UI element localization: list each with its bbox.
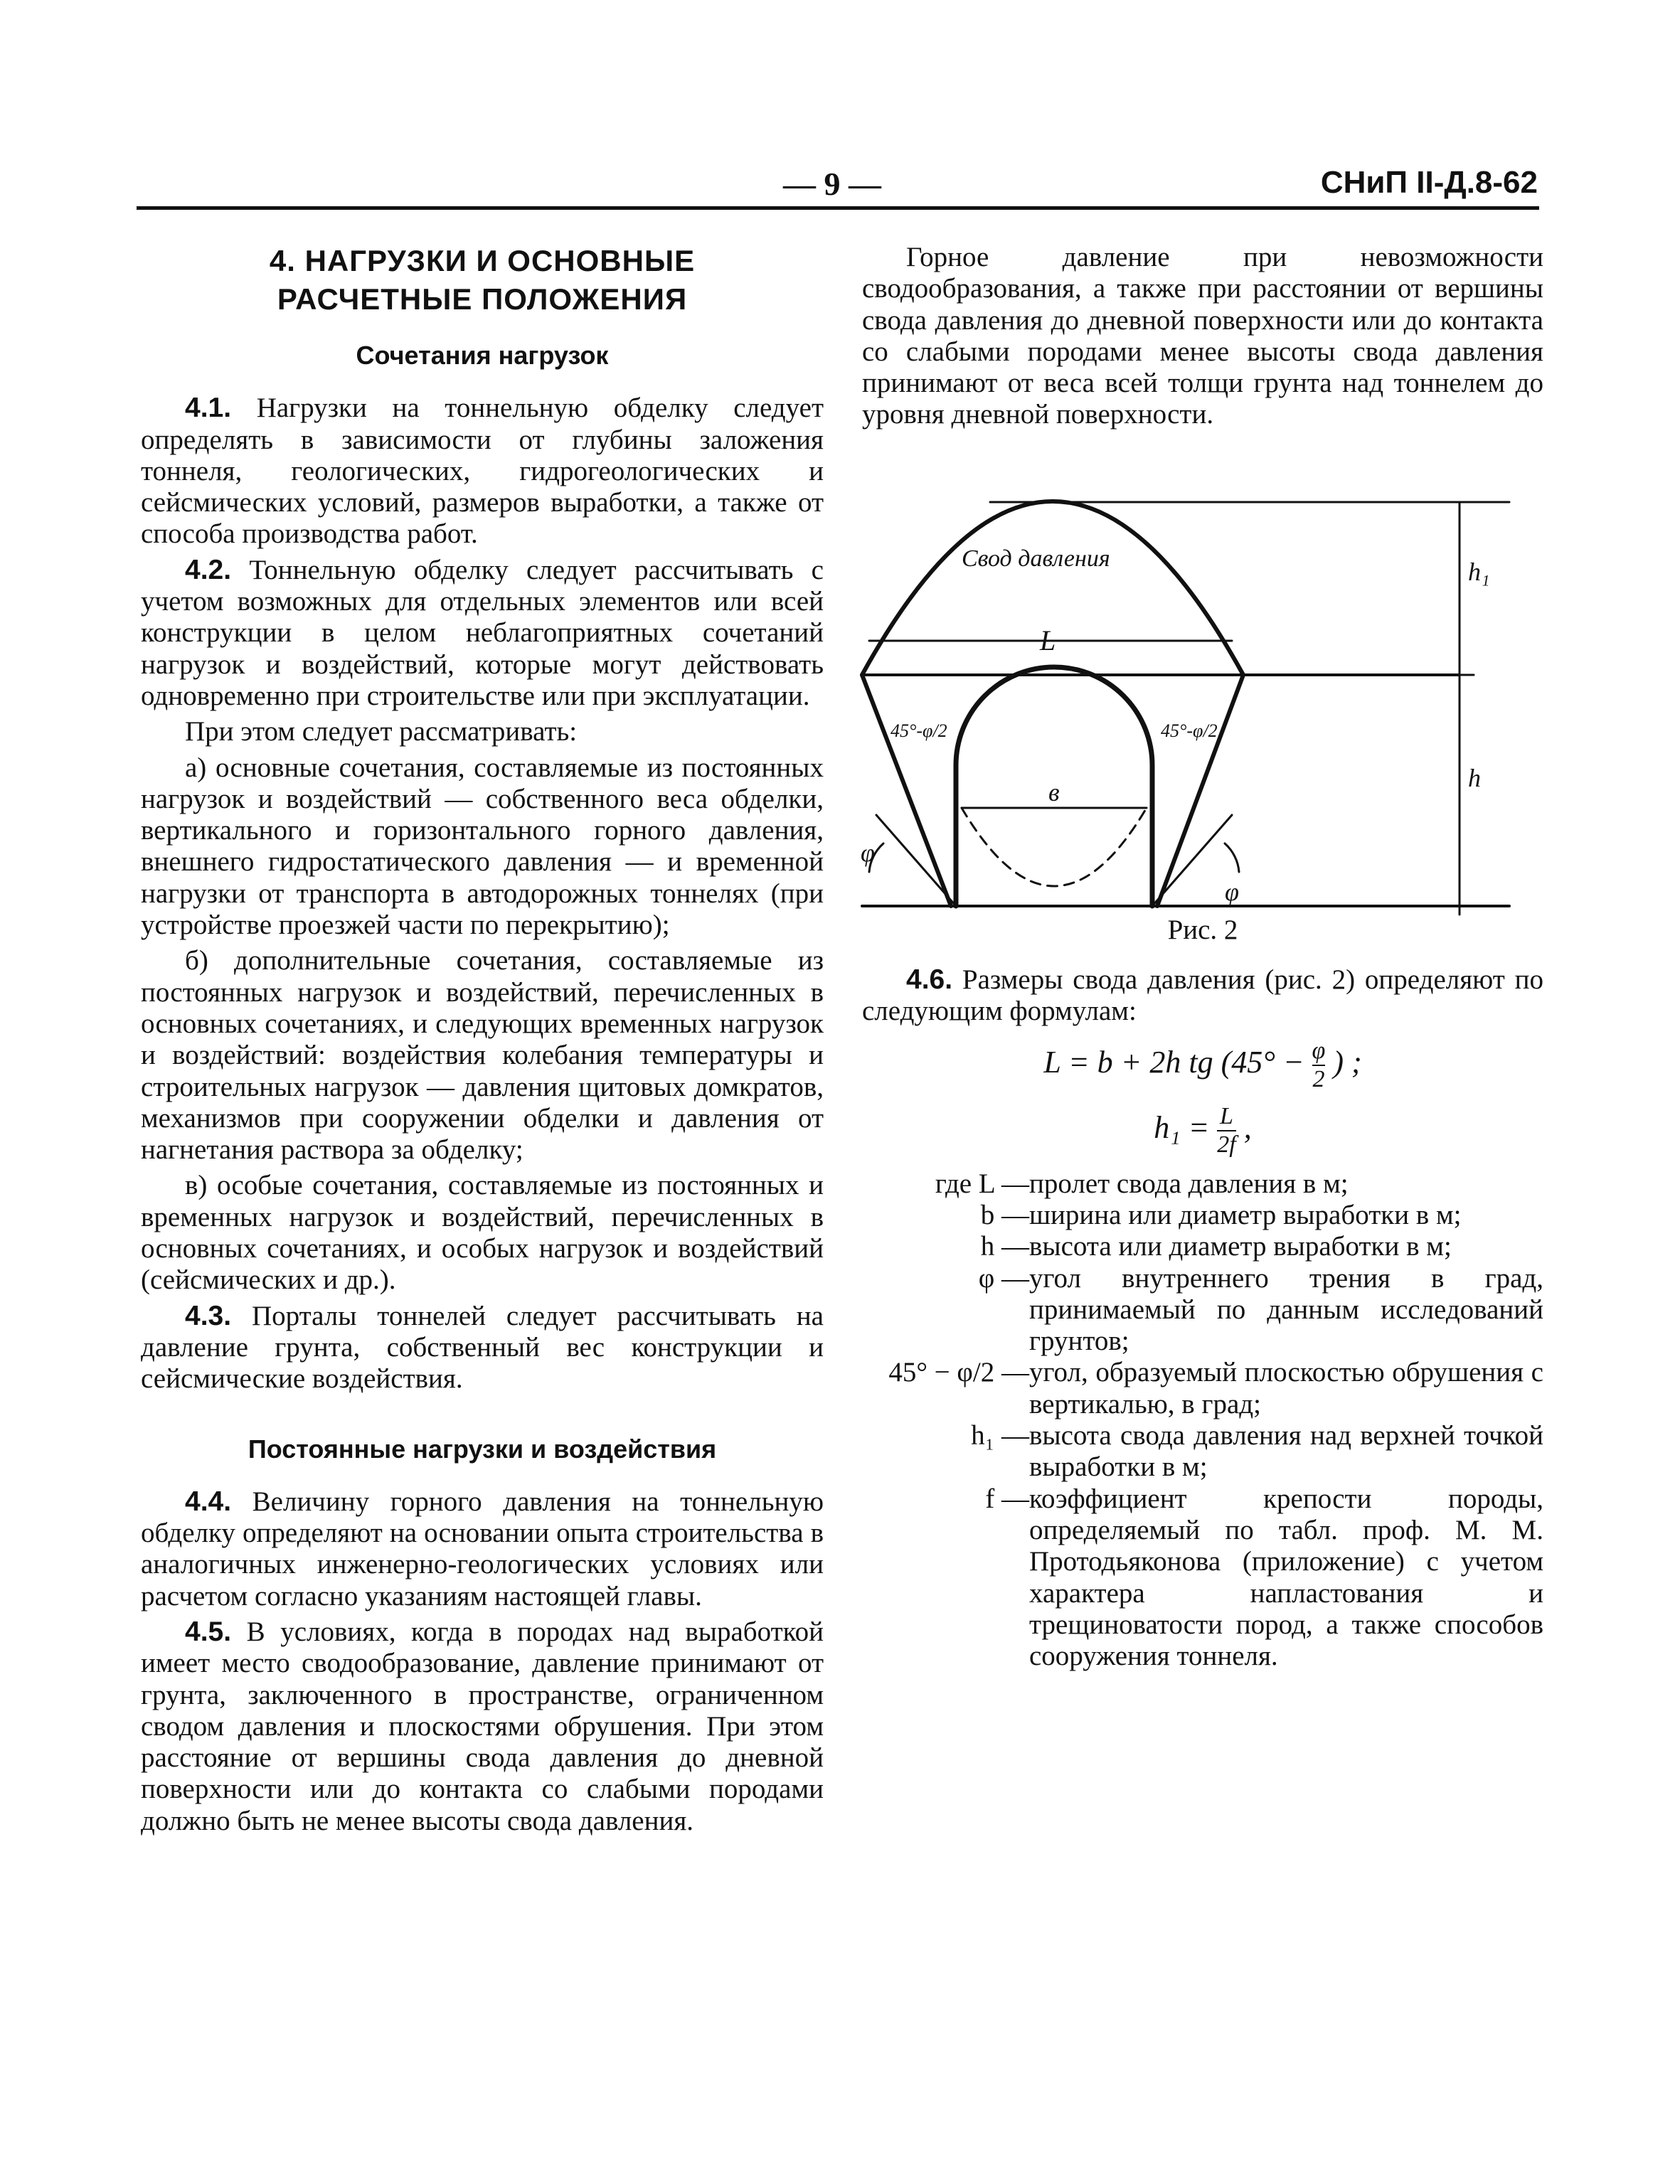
figure-caption: Рис. 2 xyxy=(1167,914,1238,945)
definition-text: высота или диаметр выработки в м; xyxy=(1029,1231,1452,1262)
definition-text: высота свода давления над верхней точкой выработки в м; xyxy=(1029,1420,1543,1483)
fraction-numerator: L xyxy=(1220,1102,1233,1129)
definition-symbol: 45° − φ/2 — xyxy=(888,1357,1029,1388)
definition-text: ширина или диаметр выработки в м; xyxy=(1029,1199,1462,1230)
definition-symbol: b — xyxy=(980,1199,1029,1230)
label-pressure-arch: Свод давления xyxy=(962,545,1110,572)
paragraph-rock-pressure: Горное давление при невозможности сводообразования, а также при расстоянии от вершины свода давления до дневной поверхности или до контакта со слабыми породами менее высоты свода давления принимают от веса всей толщи грунта над тоннелем до уровня дневной поверхности. xyxy=(862,242,1543,430)
paragraph-item-a: а) основные сочетания, составляемые из постоянных нагрузок и воздействий — собственного веса обделки, вертикального и горизонтального горного давления, внешнего гидростатического давления — и временной нагрузки от транспорта в автодорожных тоннелях (при устройстве проезжей части по перекрытию); xyxy=(141,752,824,941)
fraction-denominator: 2f xyxy=(1217,1131,1236,1158)
pressure-arch-diagram xyxy=(862,474,1543,915)
paragraph-number: 4.2. xyxy=(185,554,232,585)
document-code: СНиП II-Д.8-62 xyxy=(1320,165,1538,200)
paragraph-consider: При этом следует рассматривать: xyxy=(185,716,578,747)
page-number: — 9 — xyxy=(783,166,881,202)
label-span-L: L xyxy=(1040,624,1056,656)
header-rule xyxy=(137,206,1539,210)
left-column xyxy=(141,242,824,1841)
figure-pressure-arch xyxy=(862,474,1543,915)
tunnel-invert-dashed xyxy=(962,808,1147,886)
definition-symbol: h — xyxy=(980,1231,1029,1262)
formula-L xyxy=(862,1038,1543,1093)
fraction-numerator: φ xyxy=(1312,1037,1326,1064)
paragraph-item-b: б) дополнительные сочетания, составляемые из постоянных нагрузок и воздействий, перечисленных в основных сочетаниях, и следующих временных нагрузок и воздействий: воздействия колебания температуры и строительных нагрузок — давления щитовых домкратов, механизмов при сооружении обделки и давления от нагнетания раствора за обделку; xyxy=(141,945,824,1166)
formula-L-right: ) ; xyxy=(1333,1044,1362,1080)
formula-h1-fraction xyxy=(1217,1103,1235,1158)
definition-row xyxy=(862,1200,1543,1231)
paragraph-4-6 xyxy=(862,964,1543,1028)
definition-row xyxy=(862,1231,1543,1262)
label-phi-right: φ xyxy=(1225,877,1239,906)
formula-h1-right: , xyxy=(1243,1109,1252,1145)
right-collapse-plane xyxy=(1157,675,1243,906)
paragraph-4-5 xyxy=(141,1616,824,1837)
paragraph-item-v: в) особые сочетания, составляемые из постоянных и временных нагрузок и воздействий, перечисленных в основных сочетаниях, и особых нагрузок и воздействий (сейсмических и др.). xyxy=(141,1170,824,1296)
formula-h1 xyxy=(862,1103,1543,1158)
definition-symbol: h₁ — xyxy=(971,1420,1029,1451)
paragraph-number: 4.1. xyxy=(185,393,232,424)
paragraph-number: 4.4. xyxy=(185,1486,232,1517)
paragraph-text: Тоннельную обделку следует рассчитывать с учетом возможных для отдельных элементов или всей конструкции в целом неблагоприятных сочетаний нагрузок и воздействий, которые могут действовать одновременно при строительстве или при эксплуатации. xyxy=(141,554,824,711)
right-column xyxy=(862,242,1543,1672)
paragraph-number: 4.3. xyxy=(185,1300,232,1331)
paragraph-text: Величину горного давления на тоннельную обделку определяют на основании опыта строительства в аналогичных инженерно-геологических условиях или расчетом согласно указаниям настоящей главы. xyxy=(141,1486,824,1612)
definition-row xyxy=(862,1263,1543,1358)
paragraph-text: Нагрузки на тоннельную обделку следует определять в зависимости от глубины заложения тоннеля, геологических, гидрогеологических и сейсмических условий, размеров выработки, а также от способа производства работ. xyxy=(141,393,824,550)
section-title-line1: 4. НАГРУЗКИ И ОСНОВНЫЕ xyxy=(269,244,696,277)
definitions-list xyxy=(862,1168,1543,1673)
formula-h1-left: h₁ = xyxy=(1154,1109,1210,1145)
fraction-denominator: 2 xyxy=(1312,1065,1325,1092)
definition-row xyxy=(862,1168,1543,1200)
label-width-b: в xyxy=(1048,777,1060,806)
definition-row xyxy=(862,1420,1543,1483)
paragraph-4-2 xyxy=(141,555,824,712)
definition-text: угол, образуемый плоскостью обрушения с вертикалью, в град; xyxy=(1029,1357,1543,1419)
left-collapse-plane xyxy=(862,675,951,906)
right-angle-arc xyxy=(1225,843,1239,872)
paragraph-text: Размеры свода давления (рис. 2) определяют по следующим формулам: xyxy=(862,964,1544,1027)
section-title-line2: РАСЧЕТНЫЕ ПОЛОЖЕНИЯ xyxy=(277,282,688,316)
label-angle-right: 45°-φ/2 xyxy=(1161,720,1218,741)
label-h1: h₁ xyxy=(1468,557,1490,586)
paragraph-4-1 xyxy=(141,393,824,550)
paragraph-4-3 xyxy=(141,1301,824,1395)
paragraph-4-4 xyxy=(141,1486,824,1612)
definition-symbol: где L — xyxy=(935,1168,1029,1199)
definition-text: коэффициент крепости породы, определяемый по табл. проф. М. М. Протодьяконова (приложение) с учетом характера напластования и трещиноватости пород, а также способов сооружения тоннеля. xyxy=(1029,1483,1543,1672)
formula-L-left: L = b + 2h tg (45° − xyxy=(1043,1044,1304,1080)
definition-row xyxy=(862,1483,1543,1673)
definition-symbol: f — xyxy=(985,1483,1029,1514)
left-friction-line xyxy=(876,815,956,906)
paragraph-number: 4.6. xyxy=(906,964,953,996)
paragraph-text: В условиях, когда в породах над выработкой имеет место сводообразование, давление принимают от грунта, заключенного в пространстве, ограниченном сводом давления и плоскостями обрушения. При этом расстояние от вершины свода давления до дневной поверхности или до контакта со слабыми породами должно быть не менее высоты свода давления. xyxy=(141,1616,824,1836)
definition-row xyxy=(862,1357,1543,1420)
section-title xyxy=(141,242,824,319)
definition-symbol: φ — xyxy=(978,1262,1029,1294)
paragraph-text: Порталы тоннелей следует рассчитывать на давление грунта, собственный вес конструкции и сейсмические воздействия. xyxy=(141,1300,824,1395)
subheading-permanent-loads: Постоянные нагрузки и воздействия xyxy=(248,1434,717,1464)
label-phi-left: φ xyxy=(861,838,875,867)
label-h: h xyxy=(1468,763,1481,792)
right-friction-line xyxy=(1152,815,1232,906)
formula-L-fraction xyxy=(1312,1038,1326,1093)
paragraph-number: 4.5. xyxy=(185,1616,232,1647)
definition-text: угол внутреннего трения в град, принимаемый по данным исследований грунтов; xyxy=(1029,1262,1543,1357)
subheading-load-combinations: Сочетания нагрузок xyxy=(356,341,609,370)
label-angle-left: 45°-φ/2 xyxy=(890,720,947,741)
definition-text: пролет свода давления в м; xyxy=(1029,1168,1349,1199)
